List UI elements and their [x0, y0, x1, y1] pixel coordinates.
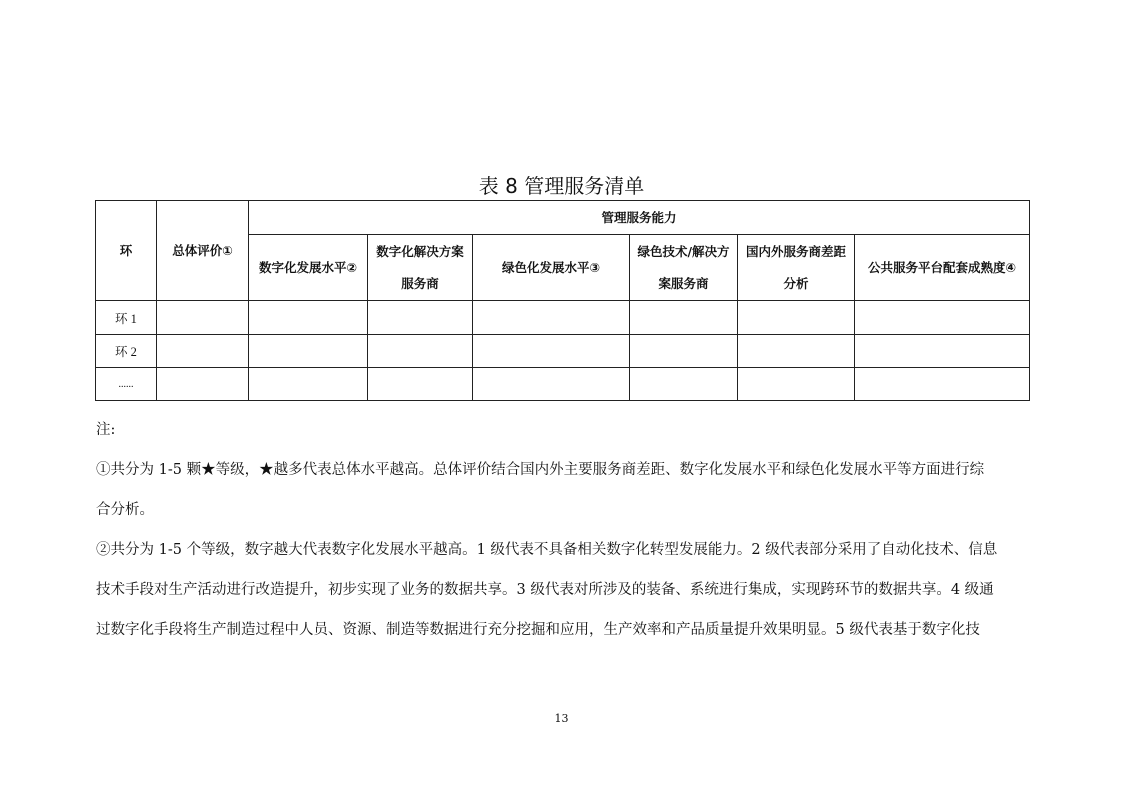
table-cell[interactable]: [630, 335, 738, 368]
page-number: 13: [554, 712, 569, 725]
management-service-table: [95, 200, 1030, 401]
table-cell[interactable]: [368, 301, 473, 335]
row-label: 环 2: [96, 335, 157, 368]
table-cell[interactable]: [473, 301, 630, 335]
table-cell[interactable]: [473, 368, 630, 401]
table-row: [96, 368, 1030, 401]
table-row: [96, 335, 1030, 368]
note-1-line-2: 合分析。: [96, 502, 154, 518]
table-cell[interactable]: [157, 335, 249, 368]
table-cell[interactable]: [368, 335, 473, 368]
table-cell[interactable]: [473, 335, 630, 368]
table-cell[interactable]: [855, 335, 1030, 368]
header-overall-evaluation: 总体评价①: [157, 201, 249, 301]
table-cell[interactable]: [249, 335, 368, 368]
note-1-line-1: ①共分为 1-5 颗★等级，★越多代表总体水平越高。总体评价结合国内外主要服务商差距、数字化发展水平和绿色化发展水平等方面进行综: [96, 462, 985, 478]
note-2-line-3: 过数字化手段将生产制造过程中人员、资源、制造等数据进行充分挖掘和应用，生产效率和产品质量提升效果明显。5 级代表基于数字化技: [96, 622, 980, 638]
header-digital-level: 数字化发展水平②: [249, 235, 368, 301]
header-green-level: 绿色化发展水平③: [473, 235, 630, 301]
table-cell[interactable]: [157, 368, 249, 401]
row-label: 环 1: [96, 301, 157, 335]
table-cell[interactable]: [630, 368, 738, 401]
table-cell[interactable]: [738, 301, 855, 335]
table-cell[interactable]: [249, 301, 368, 335]
header-platform-maturity: 公共服务平台配套成熟度④: [855, 235, 1030, 301]
notes-heading: 注:: [96, 422, 116, 438]
table-title: 表 8 管理服务清单: [478, 174, 645, 198]
row-label: ......: [96, 368, 157, 401]
table-row: [96, 301, 1030, 335]
table-cell[interactable]: [368, 368, 473, 401]
table-cell[interactable]: [738, 368, 855, 401]
header-ring: 环: [96, 201, 157, 301]
note-2-line-1: ②共分为 1-5 个等级，数字越大代表数字化发展水平越高。1 级代表不具备相关数字化转型发展能力。2 级代表部分采用了自动化技术、信息: [96, 542, 998, 558]
table-cell[interactable]: [855, 368, 1030, 401]
header-provider-gap-analysis: 国内外服务商差距 分析: [738, 235, 855, 301]
table-cell[interactable]: [855, 301, 1030, 335]
table-cell[interactable]: [630, 301, 738, 335]
table-cell[interactable]: [249, 368, 368, 401]
note-2-line-2: 技术手段对生产活动进行改造提升，初步实现了业务的数据共享。3 级代表对所涉及的装备、系统进行集成，实现跨环节的数据共享。4 级通: [96, 582, 994, 598]
table-cell[interactable]: [157, 301, 249, 335]
notes-section: [96, 410, 1031, 650]
header-green-solution-provider: 绿色技术/解决方 案服务商: [630, 235, 738, 301]
header-group-capability: 管理服务能力: [249, 201, 1030, 235]
table-cell[interactable]: [738, 335, 855, 368]
header-digital-solution-provider: 数字化解决方案 服务商: [368, 235, 473, 301]
